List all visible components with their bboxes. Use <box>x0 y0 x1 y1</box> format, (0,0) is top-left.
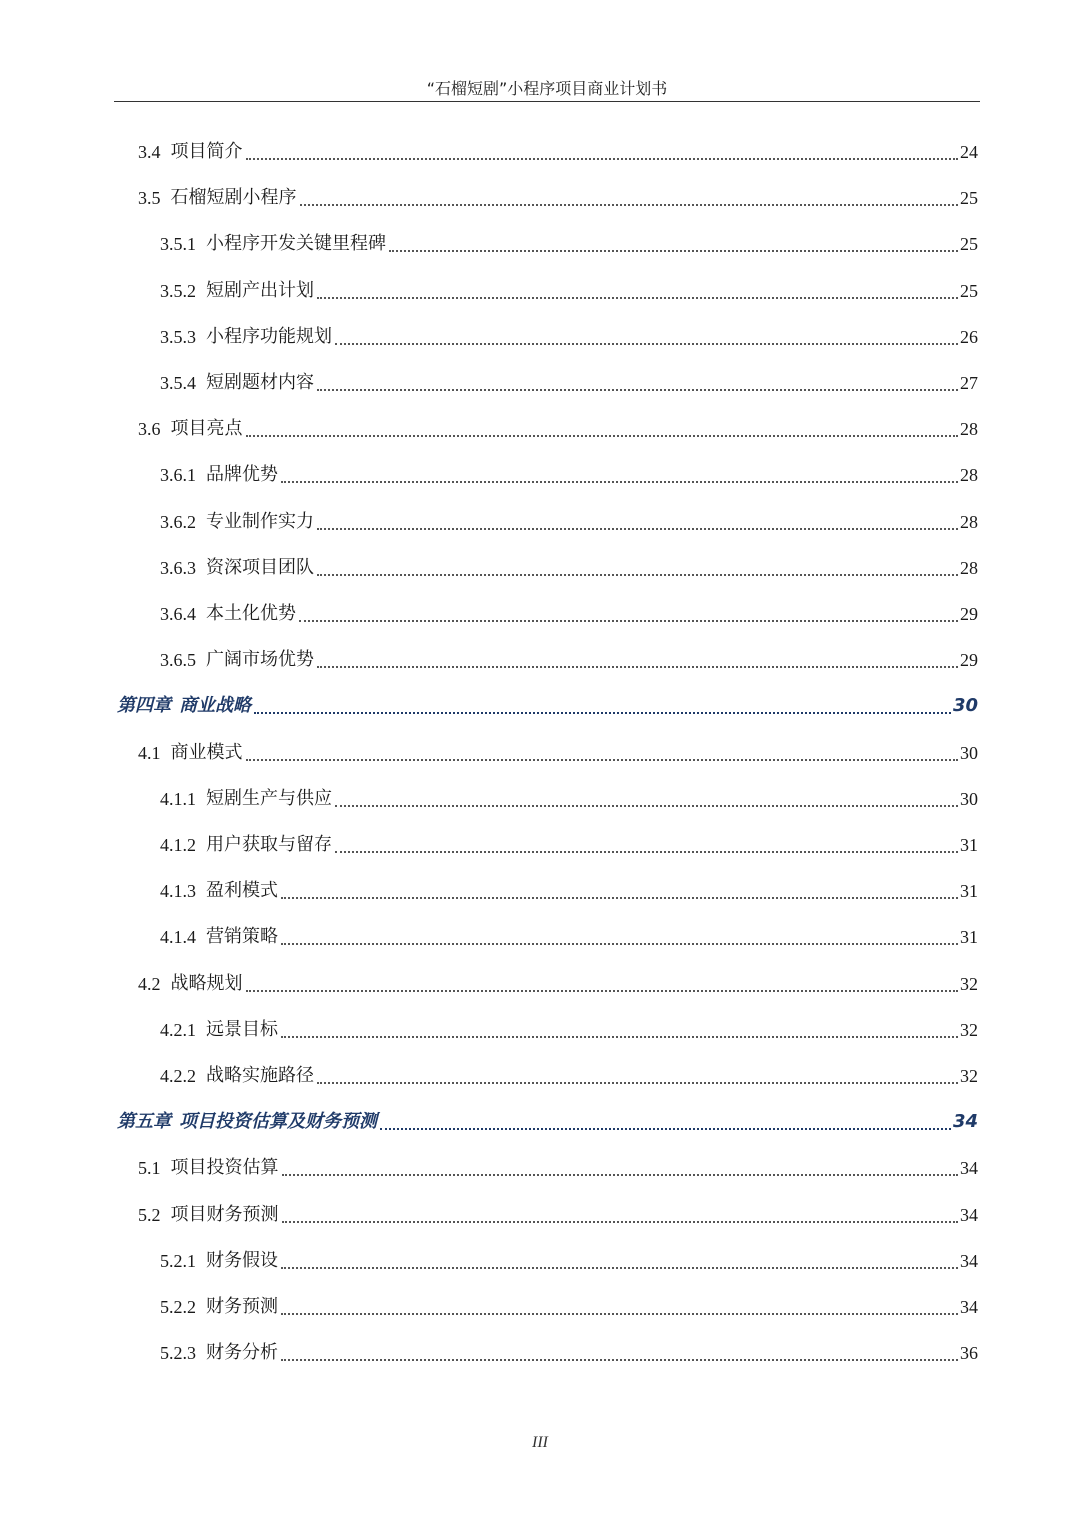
toc-dot-leader <box>281 1036 958 1038</box>
toc-entry[interactable] <box>138 137 978 167</box>
toc-dot-leader <box>380 1128 951 1130</box>
toc-entry[interactable] <box>160 876 978 906</box>
toc-dot-leader <box>282 1174 959 1176</box>
toc-entry-title: 本土化优势 <box>206 603 296 624</box>
toc-entry-number: 3.6.4 <box>160 604 196 624</box>
toc-entry-number: 4.2.1 <box>160 1019 196 1040</box>
page-number: III <box>532 1434 548 1451</box>
toc-entry-title: 短剧题材内容 <box>206 372 314 393</box>
toc-entry-title: 小程序开发关键里程碑 <box>206 233 386 255</box>
toc-entry-page: 31 <box>960 927 978 948</box>
toc-dot-leader <box>246 759 959 761</box>
toc-entry-number: 4.1.2 <box>160 835 196 855</box>
toc-entry-page: 25 <box>960 280 978 301</box>
toc-entry-title: 项目投资估算及财务预测 <box>179 1111 377 1133</box>
toc-entry-number: 4.2.2 <box>160 1066 196 1086</box>
toc-entry-number: 3.6.1 <box>160 465 196 486</box>
toc-entry-page: 27 <box>960 373 978 393</box>
toc-entry-title: 项目亮点 <box>170 418 243 440</box>
toc-dot-leader <box>335 343 958 345</box>
toc-entry-title: 商业战略 <box>179 695 251 717</box>
toc-dot-leader <box>282 1221 959 1223</box>
toc-entry-title: 战略实施路径 <box>206 1065 314 1086</box>
toc-dot-leader <box>317 528 958 530</box>
toc-entry[interactable] <box>160 922 978 952</box>
toc-dot-leader <box>317 666 958 668</box>
toc-entry-page: 24 <box>960 142 978 162</box>
toc-entry[interactable] <box>160 784 978 814</box>
toc-entry-page: 32 <box>960 1066 978 1086</box>
toc-entry-title: 项目财务预测 <box>170 1203 279 1225</box>
toc-dot-leader <box>335 805 958 807</box>
toc-entry-page: 32 <box>960 973 978 994</box>
toc-entry-number: 第四章 <box>117 695 171 717</box>
toc-entry-page: 28 <box>960 511 978 532</box>
toc-dot-leader <box>317 389 958 391</box>
toc-dot-leader <box>281 1359 958 1361</box>
toc-entry-title: 项目简介 <box>170 141 243 162</box>
toc-entry-title: 商业模式 <box>170 741 243 763</box>
toc-entry-number: 5.2.1 <box>160 1250 196 1271</box>
toc-entry-title: 短剧生产与供应 <box>206 787 332 809</box>
toc-entry-number: 5.1 <box>138 1158 161 1179</box>
toc-entry-page: 29 <box>960 650 978 671</box>
toc-entry-page: 34 <box>960 1158 978 1179</box>
toc-entry-page: 30 <box>960 788 978 809</box>
toc-entry-title: 广阔市场优势 <box>206 649 314 671</box>
toc-entry-page: 28 <box>960 557 978 578</box>
toc-entry-title: 战略规划 <box>170 972 243 994</box>
toc-entry-title: 远景目标 <box>206 1018 278 1040</box>
toc-entry-number: 4.2 <box>138 973 161 994</box>
toc-entry-page: 29 <box>960 604 978 624</box>
toc-entry-number: 3.5.2 <box>160 280 196 301</box>
toc-dot-leader <box>281 481 958 483</box>
toc-entry-number: 3.6 <box>138 419 161 440</box>
toc-entry[interactable] <box>138 738 978 768</box>
toc-entry-title: 用户获取与留存 <box>206 834 332 855</box>
toc-entry[interactable] <box>138 1200 978 1230</box>
toc-entry-page: 31 <box>960 835 978 855</box>
toc-entry-page: 34 <box>960 1250 978 1271</box>
toc-dot-leader <box>254 712 951 714</box>
toc-entry-title: 财务预测 <box>206 1296 278 1317</box>
toc-dot-leader <box>281 943 958 945</box>
toc-dot-leader <box>335 851 958 853</box>
toc-entry[interactable] <box>138 183 978 213</box>
toc-entry-number: 3.6.3 <box>160 557 196 578</box>
toc-entry[interactable] <box>160 1061 978 1091</box>
toc-dot-leader <box>389 250 958 252</box>
toc-entry-number: 第五章 <box>117 1111 171 1133</box>
toc-entry[interactable] <box>160 276 978 306</box>
toc-entry[interactable] <box>160 599 978 629</box>
toc-entry[interactable] <box>160 1292 978 1322</box>
toc-entry-title: 资深项目团队 <box>206 556 314 578</box>
toc-entry-title: 专业制作实力 <box>206 510 314 532</box>
toc-entry-number: 3.6.2 <box>160 511 196 532</box>
toc-entry-number: 3.5.4 <box>160 373 196 393</box>
toc-entry[interactable] <box>138 414 978 444</box>
toc-entry[interactable] <box>138 1153 978 1183</box>
toc-dot-leader <box>246 435 959 437</box>
toc-entry[interactable] <box>160 322 978 352</box>
toc-entry-number: 4.1.1 <box>160 788 196 809</box>
toc-entry-number: 3.5.1 <box>160 234 196 255</box>
toc-entry[interactable] <box>160 229 978 259</box>
toc-entry-page: 30 <box>952 695 978 717</box>
toc-entry-number: 5.2.3 <box>160 1343 196 1364</box>
toc-dot-leader <box>317 1082 958 1084</box>
toc-entry-page: 34 <box>960 1297 978 1317</box>
toc-entry[interactable] <box>160 553 978 583</box>
toc-dot-leader <box>299 620 958 622</box>
toc-dot-leader <box>317 574 958 576</box>
toc-entry-number: 3.4 <box>138 142 161 162</box>
toc-entry-page: 26 <box>960 326 978 347</box>
toc-dot-leader <box>281 1313 958 1315</box>
toc-entry-number: 4.1.4 <box>160 927 196 948</box>
toc-entry-title: 小程序功能规划 <box>206 325 332 347</box>
toc-entry[interactable] <box>160 645 978 675</box>
toc-entry-number: 4.1.3 <box>160 881 196 902</box>
toc-dot-leader <box>300 204 959 206</box>
toc-entry-page: 30 <box>960 742 978 763</box>
toc-entry-title: 石榴短剧小程序 <box>170 187 297 209</box>
toc-entry[interactable] <box>160 368 978 398</box>
toc-entry-number: 5.2 <box>138 1204 161 1225</box>
page-header: “石榴短剧”小程序项目商业计划书 <box>426 79 668 98</box>
toc-dot-leader <box>281 1267 958 1269</box>
toc-dot-leader <box>281 897 958 899</box>
toc-entry-page: 34 <box>952 1111 978 1133</box>
toc-entry[interactable] <box>160 1246 978 1276</box>
toc-entry-page: 34 <box>960 1204 978 1225</box>
toc-entry-number: 5.2.2 <box>160 1297 196 1317</box>
toc-entry-number: 3.5.3 <box>160 326 196 347</box>
toc-entry-title: 营销策略 <box>206 926 278 948</box>
toc-chapter-entry[interactable] <box>117 1107 978 1137</box>
toc-chapter-entry[interactable] <box>117 691 978 721</box>
toc-entry-page: 36 <box>960 1343 978 1364</box>
toc-entry-number: 4.1 <box>138 742 161 763</box>
toc-entry-title: 品牌优势 <box>206 464 278 486</box>
toc-entry-page: 25 <box>960 234 978 255</box>
toc-dot-leader <box>317 297 958 299</box>
toc-dot-leader <box>246 158 959 160</box>
toc-entry[interactable] <box>160 460 978 490</box>
toc-entry-title: 财务假设 <box>206 1249 278 1271</box>
toc-entry-page: 28 <box>960 419 978 440</box>
toc-entry[interactable] <box>160 507 978 537</box>
toc-entry-page: 28 <box>960 465 978 486</box>
toc-entry-title: 短剧产出计划 <box>206 279 314 301</box>
toc-entry[interactable] <box>160 1338 978 1368</box>
toc-entry[interactable] <box>160 830 978 860</box>
toc-entry-number: 3.5 <box>138 188 161 209</box>
toc-entry-page: 32 <box>960 1019 978 1040</box>
toc-entry-page: 31 <box>960 881 978 902</box>
toc-entry[interactable] <box>138 969 978 999</box>
toc-entry[interactable] <box>160 1015 978 1045</box>
toc-entry-title: 项目投资估算 <box>170 1157 279 1179</box>
toc-dot-leader <box>246 990 959 992</box>
toc-entry-page: 25 <box>960 188 978 209</box>
toc-entry-number: 3.6.5 <box>160 650 196 671</box>
toc-entry-title: 盈利模式 <box>206 880 278 902</box>
toc-entry-title: 财务分析 <box>206 1342 278 1364</box>
